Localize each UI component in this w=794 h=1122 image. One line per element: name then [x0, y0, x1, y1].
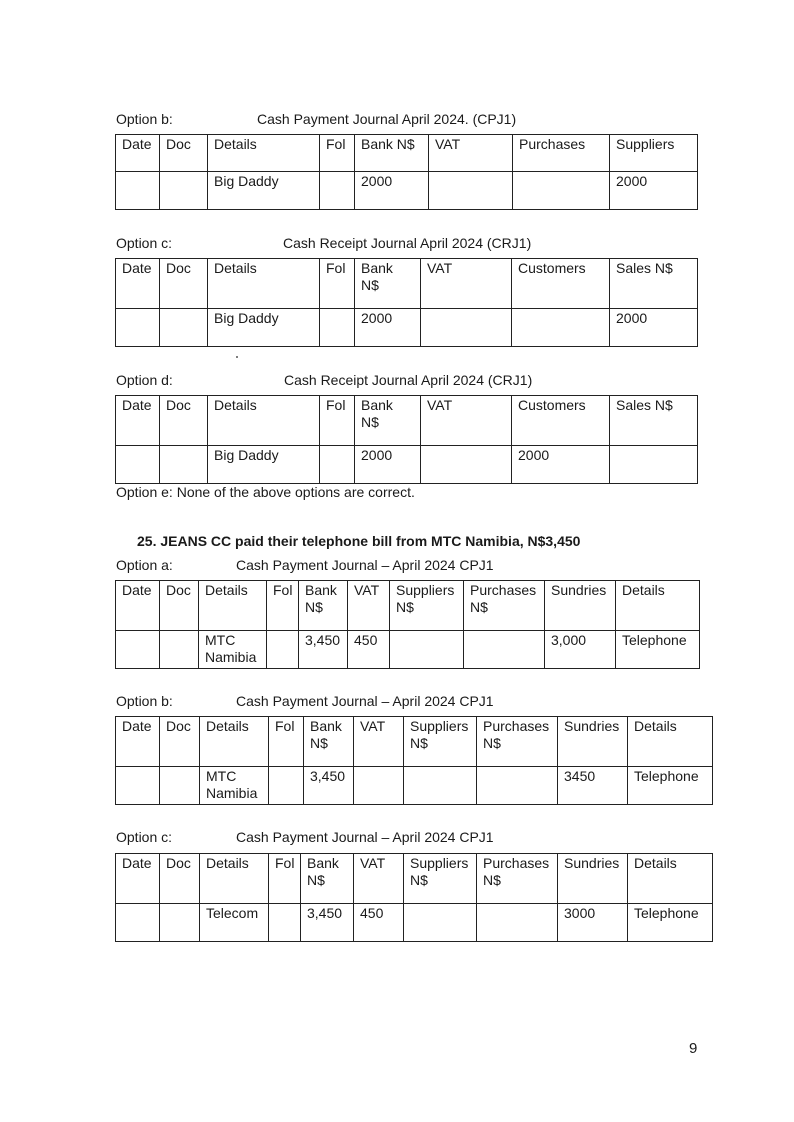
journal-table-q25-c [115, 853, 713, 942]
data-cell: 3,000 [545, 631, 616, 669]
data-cell: 3,450 [299, 631, 348, 669]
scan-mark [236, 356, 238, 358]
header-cell: Sundries [558, 854, 628, 904]
journal-title: Cash Payment Journal – April 2024 CPJ1 [236, 829, 494, 845]
option-label: Option d: [116, 372, 173, 388]
journal-table-crj-c [115, 258, 698, 347]
header-row [116, 259, 698, 309]
header-row [116, 717, 713, 767]
data-cell [116, 446, 160, 484]
option-label: Option a: [116, 557, 173, 573]
data-cell: Big Daddy [208, 446, 320, 484]
data-cell [421, 446, 512, 484]
data-cell [116, 631, 160, 669]
data-cell [429, 172, 513, 210]
header-cell: Suppliers N$ [404, 717, 477, 767]
data-cell [512, 309, 610, 347]
header-cell: VAT [348, 581, 390, 631]
header-cell: Fol [269, 717, 304, 767]
data-cell [320, 309, 355, 347]
journal-title: Cash Payment Journal – April 2024 CPJ1 [236, 693, 494, 709]
option-e-statement: Option e: None of the above options are correct. [116, 484, 415, 500]
page-number: 9 [689, 1040, 698, 1057]
data-cell [160, 904, 200, 942]
header-row [116, 854, 713, 904]
table-row [116, 172, 698, 210]
data-cell [354, 767, 404, 805]
journal-table-crj-d [115, 395, 698, 484]
data-cell [116, 767, 160, 805]
header-cell: Sales N$ [610, 259, 698, 309]
data-cell [404, 767, 477, 805]
header-cell: Bank N$ [355, 259, 421, 309]
data-cell: 2000 [610, 172, 698, 210]
header-cell: Bank N$ [304, 717, 354, 767]
data-cell [320, 446, 355, 484]
header-cell: Bank N$ [299, 581, 348, 631]
header-cell: Details [199, 581, 267, 631]
table-row [116, 309, 698, 347]
data-cell: MTC Namibia [199, 631, 267, 669]
data-cell: MTC Namibia [200, 767, 269, 805]
header-cell: Suppliers N$ [404, 854, 477, 904]
data-cell: 2000 [355, 446, 421, 484]
header-cell: Details [200, 854, 269, 904]
question-heading: 25. JEANS CC paid their telephone bill from MTC Namibia, N$3,450 [137, 533, 581, 549]
data-cell: 2000 [512, 446, 610, 484]
table-row [116, 904, 713, 942]
journal-table-q25-b [115, 716, 713, 805]
header-cell: Purchases N$ [477, 854, 558, 904]
header-cell: Fol [269, 854, 301, 904]
data-cell: 450 [354, 904, 404, 942]
data-cell: Telephone [628, 904, 713, 942]
option-label: Option c: [116, 235, 173, 251]
header-cell: Doc [160, 854, 200, 904]
header-cell: Details [208, 396, 320, 446]
journal-table-cpj-b [115, 134, 698, 210]
journal-title: Cash Receipt Journal April 2024 (CRJ1) [283, 235, 532, 251]
data-cell [269, 904, 301, 942]
header-cell: Suppliers N$ [390, 581, 464, 631]
header-cell: Date [116, 259, 160, 309]
data-cell [267, 631, 299, 669]
option-label: Option b: [116, 111, 173, 127]
table-row [116, 767, 713, 805]
header-cell: Suppliers [610, 135, 698, 172]
header-cell: Date [116, 717, 160, 767]
header-cell: Doc [160, 259, 208, 309]
data-cell: 3000 [558, 904, 628, 942]
header-cell: Details [616, 581, 700, 631]
header-cell: Doc [160, 581, 199, 631]
header-cell: Purchases N$ [464, 581, 545, 631]
data-cell: Big Daddy [208, 309, 320, 347]
header-cell: VAT [421, 259, 512, 309]
header-row [116, 581, 700, 631]
table-row [116, 446, 698, 484]
header-cell: Details [208, 135, 320, 172]
header-cell: Details [628, 717, 713, 767]
data-cell [116, 309, 160, 347]
header-row [116, 135, 698, 172]
data-cell [404, 904, 477, 942]
journal-table-q25-a [115, 580, 700, 669]
header-cell: Details [200, 717, 269, 767]
header-cell: Customers [512, 259, 610, 309]
data-cell [160, 309, 208, 347]
header-cell: Fol [320, 396, 355, 446]
data-cell [610, 446, 698, 484]
data-cell: Telecom [200, 904, 269, 942]
data-cell [160, 767, 200, 805]
data-cell [421, 309, 512, 347]
header-cell: Sundries [545, 581, 616, 631]
data-cell: Telephone [616, 631, 700, 669]
data-cell [269, 767, 304, 805]
data-cell [160, 446, 208, 484]
journal-title: Cash Payment Journal – April 2024 CPJ1 [236, 557, 494, 573]
header-cell: Sundries [558, 717, 628, 767]
header-cell: Doc [160, 396, 208, 446]
header-cell: Date [116, 581, 160, 631]
journal-title: Cash Receipt Journal April 2024 (CRJ1) [284, 372, 533, 388]
header-cell: Doc [160, 717, 200, 767]
header-cell: Details [628, 854, 713, 904]
header-cell: Date [116, 854, 160, 904]
data-cell [513, 172, 610, 210]
header-cell: Bank N$ [355, 396, 421, 446]
data-cell [116, 904, 160, 942]
data-cell [160, 172, 208, 210]
header-cell: Fol [320, 135, 355, 172]
data-cell: 3,450 [304, 767, 354, 805]
data-cell [477, 767, 558, 805]
header-row [116, 396, 698, 446]
header-cell: Purchases N$ [477, 717, 558, 767]
data-cell [320, 172, 355, 210]
header-cell: VAT [354, 717, 404, 767]
data-cell [390, 631, 464, 669]
data-cell [477, 904, 558, 942]
data-cell: 450 [348, 631, 390, 669]
header-cell: Bank N$ [355, 135, 429, 172]
data-cell: 3,450 [301, 904, 354, 942]
header-cell: Fol [267, 581, 299, 631]
table-row [116, 631, 700, 669]
header-cell: Date [116, 396, 160, 446]
header-cell: VAT [429, 135, 513, 172]
data-cell [116, 172, 160, 210]
option-label: Option b: [116, 693, 173, 709]
data-cell [160, 631, 199, 669]
header-cell: Fol [320, 259, 355, 309]
data-cell: 3450 [558, 767, 628, 805]
data-cell [464, 631, 545, 669]
header-cell: Customers [512, 396, 610, 446]
header-cell: VAT [354, 854, 404, 904]
option-label: Option c: [116, 829, 173, 845]
journal-title: Cash Payment Journal April 2024. (CPJ1) [257, 111, 517, 127]
header-cell: Sales N$ [610, 396, 698, 446]
header-cell: Date [116, 135, 160, 172]
data-cell: Telephone [628, 767, 713, 805]
header-cell: Bank N$ [301, 854, 354, 904]
data-cell: 2000 [355, 172, 429, 210]
data-cell: Big Daddy [208, 172, 320, 210]
header-cell: VAT [421, 396, 512, 446]
header-cell: Details [208, 259, 320, 309]
header-cell: Purchases [513, 135, 610, 172]
header-cell: Doc [160, 135, 208, 172]
data-cell: 2000 [355, 309, 421, 347]
data-cell: 2000 [610, 309, 698, 347]
